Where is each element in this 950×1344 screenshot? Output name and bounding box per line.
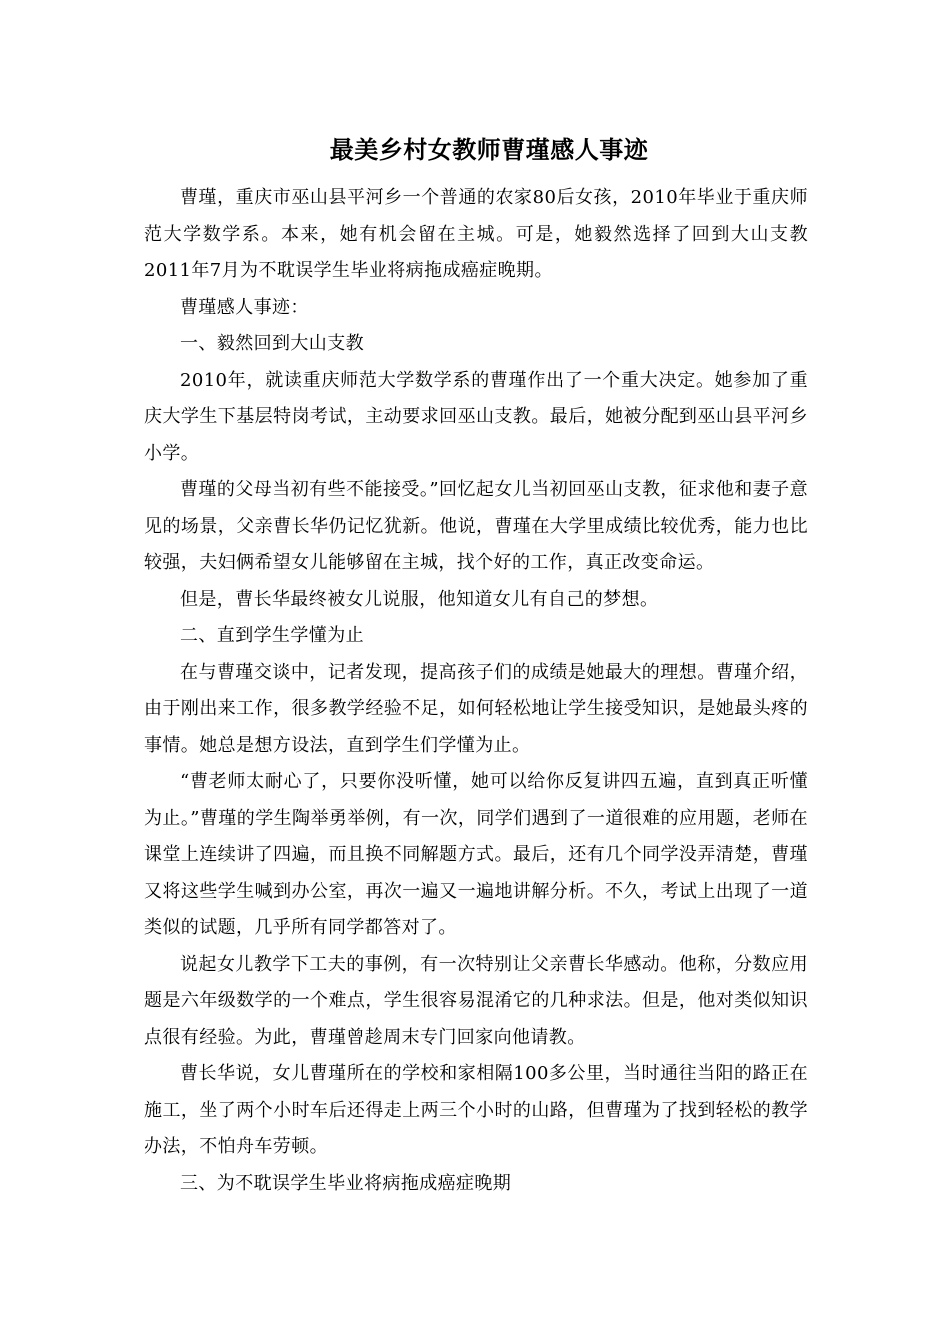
section-2-heading: 二、直到学生学懂为止: [180, 625, 364, 646]
section-2-paragraph-4: 曹长华说，女儿曹瑾所在的学校和家相隔100多公里，当时通往当阳的路正在施工，坐了两个小时车后还得走上两三个小时的山路，但曹瑾为了找到轻松的教学办法，不怕舟车劳顿。: [144, 1063, 808, 1157]
section-intro-heading: 曹瑾感人事迹：: [180, 296, 309, 318]
document-page: [144, 120, 808, 1202]
section-2-paragraph-2: “曹老师太耐心了，只要你没听懂，她可以给你反复讲四五遍，直到真正听懂为止。”曹瑾的学生陶举勇举例，有一次，同学们遇到了一道很难的应用题，老师在课堂上连续讲了四遍，而且换不同解题方式。最后，还有几个同学没弄清楚，曹瑾又将这些学生喊到办公室，再次一遍又一遍地讲解分析。不久，考试上出现了一道类似的试题，几乎所有同学都答对了。: [144, 771, 808, 938]
document-title: 最美乡村女教师曹瑾感人事迹: [329, 135, 649, 164]
section-2-paragraph-3: 说起女儿教学下工夫的事例，有一次特别让父亲曹长华感动。他称，分数应用题是六年级数学的一个难点，学生很容易混淆它的几种求法。但是，他对类似知识点很有经验。为此，曹瑾曾趁周末专门回家向他请教。: [144, 953, 808, 1048]
section-1-paragraph-2: 曹瑾的父母当初有些不能接受。”回忆起女儿当初回巫山支教，征求他和妻子意见的场景，父亲曹长华仍记忆犹新。他说，曹瑾在大学里成绩比较优秀，能力也比较强，夫妇俩希望女儿能够留在主城，找个好的工作，真正改变命运。: [144, 479, 808, 573]
section-3-heading: 三、为不耽误学生毕业将病拖成癌症晚期: [180, 1172, 512, 1194]
section-2-paragraph-1: 在与曹瑾交谈中，记者发现，提高孩子们的成绩是她最大的理想。曹瑾介绍，由于刚出来工作，很多教学经验不足，如何轻松地让学生接受知识，是她最头疼的事情。她总是想方设法，直到学生们学懂为止。: [144, 661, 808, 756]
section-1-paragraph-1: 2010年，就读重庆师范大学数学系的曹瑾作出了一个重大决定。她参加了重庆大学生下基层特岗考试，主动要求回巫山支教。最后，她被分配到巫山县平河乡小学。: [144, 369, 808, 464]
section-1-heading: 一、毅然回到大山支教: [180, 333, 364, 354]
intro-paragraph: 曹瑾，重庆市巫山县平河乡一个普通的农家80后女孩，2010年毕业于重庆师范大学数学系。本来，她有机会留在主城。可是，她毅然选择了回到大山支教2011年7月为不耽误学生毕业将病拖成癌症晚期。: [144, 187, 808, 281]
section-1-paragraph-3: 但是，曹长华最终被女儿说服，他知道女儿有自己的梦想。: [180, 588, 659, 610]
